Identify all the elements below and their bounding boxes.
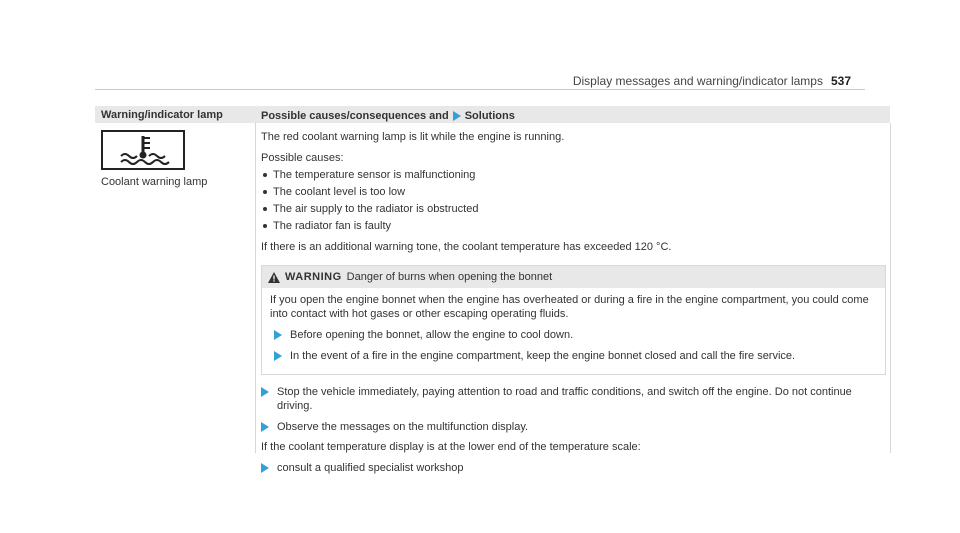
step-text: Observe the messages on the multifunction display. [277, 421, 529, 433]
step-text: Before opening the bonnet, allow the engine to cool down. [290, 329, 574, 341]
causes-list [261, 168, 886, 233]
list-item: The radiator fan is faulty [261, 219, 886, 233]
solutions-arrow-icon [453, 111, 461, 121]
list-item: The temperature sensor is malfunctioning [261, 168, 886, 182]
header-rule [95, 89, 865, 90]
col2-header [255, 106, 890, 123]
header-title: Display messages and warning/indicator lamps [572, 74, 823, 88]
step-arrow-icon [274, 351, 282, 361]
table-header [95, 106, 890, 123]
column-divider [255, 123, 256, 453]
list-item: The air supply to the radiator is obstructed [261, 202, 886, 216]
warning-header [262, 266, 885, 288]
col1-header: Warning/indicator lamp [95, 106, 255, 123]
col2-header-text: Possible causes/consequences and [261, 110, 449, 122]
step-text: In the event of a fire in the engine compartment, keep the engine bonnet closed and call the fire service. [290, 350, 796, 362]
coolant-thermometer-icon [103, 132, 183, 168]
list-item: The coolant level is too low [261, 185, 886, 199]
warning-text: If you open the engine bonnet when the engine has overheated or during a fire in the engine compartment, you could come into contact with hot gases or other escaping operating fluids. [270, 294, 869, 320]
additional-text: If there is an additional warning tone, the coolant temperature has exceeded 120 °C. [261, 241, 672, 253]
action-step [261, 385, 886, 413]
warning-body [262, 288, 885, 374]
lamp-label: Coolant warning lamp [101, 176, 208, 188]
warning-triangle-icon [268, 272, 280, 283]
step-arrow-icon [274, 330, 282, 340]
warning-step [274, 349, 877, 363]
coolant-warning-lamp-icon [101, 130, 185, 170]
warning-box [261, 265, 886, 375]
page-number: 537 [830, 74, 851, 88]
col2-header-suffix: Solutions [464, 110, 515, 122]
possible-causes-label: Possible causes: [261, 152, 344, 164]
step-arrow-icon [261, 387, 269, 397]
warning-title: WARNING [285, 271, 342, 283]
lamp-cell [101, 130, 251, 188]
lamp-table [95, 106, 890, 474]
right-border [890, 123, 891, 453]
low-end-text: If the coolant temperature display is at the lower end of the temperature scale: [261, 441, 641, 453]
step-arrow-icon [261, 463, 269, 473]
causes-cell [261, 130, 886, 480]
page-header [0, 74, 851, 88]
action-step [261, 420, 886, 434]
warning-subtitle: Danger of burns when opening the bonnet [346, 271, 553, 283]
intro-text: The red coolant warning lamp is lit while the engine is running. [261, 131, 565, 143]
action-step [261, 461, 886, 475]
warning-step [274, 328, 877, 342]
step-text: consult a qualified specialist workshop [277, 462, 464, 474]
step-text: Stop the vehicle immediately, paying attention to road and traffic conditions, and switch off the engine. Do not continue driving. [277, 386, 852, 412]
step-arrow-icon [261, 422, 269, 432]
